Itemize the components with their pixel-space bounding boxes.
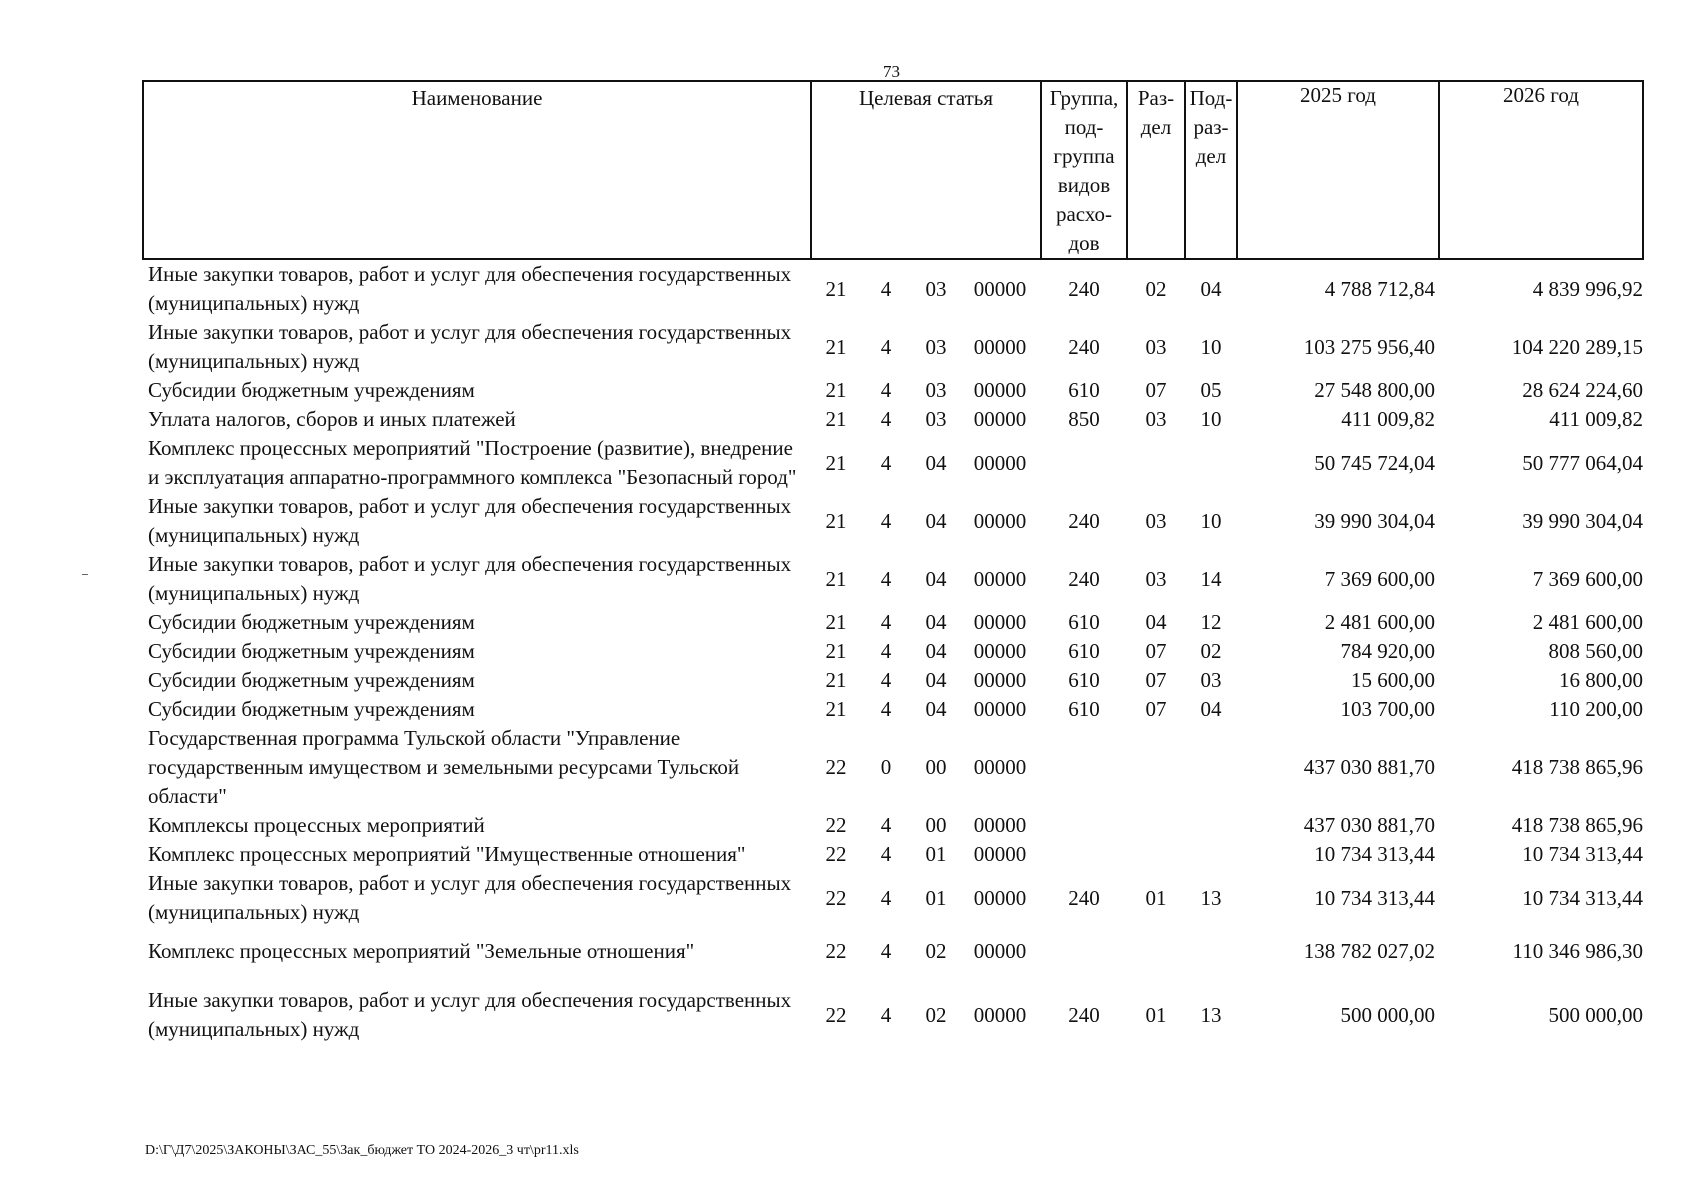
file-path-footer: D:\Г\Д7\2025\ЗАКОНЫ\ЗАС_55\Зак_бюджет ТО 2024-2026_3 чт\pr11.xls [145, 1143, 579, 1158]
row-name: Иные закупки товаров, работ и услуг для обеспечения государственных (муниципальных) нужд [148, 871, 792, 924]
row-amount-2026: 418 738 865,96 [1511, 813, 1643, 837]
row-amount-2025: 50 745 724,04 [1314, 450, 1435, 475]
target-article-part: 21 [825, 566, 847, 591]
target-article-part: 0 [880, 755, 892, 779]
row-target-article [811, 434, 1041, 492]
target-article-part: 00000 [973, 842, 1027, 866]
target-article-part: 00000 [973, 407, 1027, 431]
row-target-article [811, 550, 1041, 608]
target-article-part: 04 [925, 697, 947, 721]
row-amount-2026: 808 560,00 [1548, 639, 1643, 663]
row-amount-2025: 10 734 313,44 [1314, 842, 1435, 866]
target-article-part: 21 [825, 668, 847, 692]
row-expense-group [1041, 434, 1127, 492]
row-amount-2025: 500 000,00 [1340, 1002, 1435, 1027]
table-row [143, 666, 1643, 695]
table-row [143, 376, 1643, 405]
row-target-article [811, 492, 1041, 550]
row-section: 02 [1145, 276, 1167, 301]
row-amount-2025: 103 275 956,40 [1303, 334, 1435, 359]
row-amount-2025: 411 009,82 [1341, 407, 1435, 431]
table-row [143, 927, 1643, 976]
table-row [143, 869, 1643, 927]
row-name: Уплата налогов, сборов и иных платежей [148, 407, 516, 431]
row-section: 01 [1145, 1002, 1167, 1027]
row-target-article [811, 608, 1041, 637]
target-article-part: 00000 [973, 378, 1027, 402]
row-target-article [811, 637, 1041, 666]
row-name: Субсидии бюджетным учреждениям [148, 610, 475, 634]
row-section: 07 [1145, 668, 1167, 692]
table-row [143, 724, 1643, 811]
header-section [1127, 81, 1185, 259]
target-article-part: 00000 [973, 566, 1027, 591]
table-row [143, 405, 1643, 434]
row-subsection: 03 [1200, 668, 1222, 692]
row-target-article [811, 869, 1041, 927]
header-year-2025: 2025 год [1237, 81, 1439, 259]
row-subsection [1185, 724, 1237, 811]
row-amount-2026: 50 777 064,04 [1522, 450, 1643, 475]
table-row [143, 695, 1643, 724]
row-expense-group: 240 [1068, 508, 1100, 533]
row-target-article [811, 976, 1041, 1054]
row-target-article [811, 724, 1041, 811]
header-target-article: Целевая статья [811, 81, 1041, 259]
row-name: Субсидии бюджетным учреждениям [148, 378, 475, 402]
target-article-part: 4 [880, 610, 892, 634]
row-name: Государственная программа Тульской области "Управление государственным имуществом и земельными ресурсами Тульской области" [148, 726, 740, 808]
target-article-part: 03 [925, 334, 947, 359]
row-amount-2025: 2 481 600,00 [1324, 610, 1435, 634]
row-name: Комплекс процессных мероприятий "Имущественные отношения" [148, 842, 746, 866]
row-amount-2025: 784 920,00 [1340, 639, 1435, 663]
row-name: Иные закупки товаров, работ и услуг для обеспечения государственных (муниципальных) нужд [148, 988, 792, 1041]
row-amount-2025: 103 700,00 [1340, 697, 1435, 721]
page-number: 73 [883, 62, 900, 81]
row-amount-2025: 138 782 027,02 [1303, 939, 1435, 963]
row-expense-group [1041, 724, 1127, 811]
table-row [143, 637, 1643, 666]
row-section: 01 [1145, 885, 1167, 910]
target-article-part: 03 [925, 276, 947, 301]
target-article-part: 00000 [973, 450, 1027, 475]
target-article-part: 04 [925, 566, 947, 591]
target-article-part: 21 [825, 697, 847, 721]
row-expense-group: 610 [1068, 639, 1100, 663]
row-section: 03 [1145, 407, 1167, 431]
row-expense-group: 850 [1068, 407, 1100, 431]
target-article-part: 4 [880, 334, 892, 359]
row-name: Иные закупки товаров, работ и услуг для обеспечения государственных (муниципальных) нужд [148, 262, 792, 315]
row-name: Комплекс процессных мероприятий "Земельные отношения" [148, 939, 695, 963]
row-expense-group [1041, 811, 1127, 840]
row-expense-group: 240 [1068, 885, 1100, 910]
row-section [1127, 927, 1185, 976]
row-amount-2026: 28 624 224,60 [1522, 378, 1643, 402]
row-amount-2025: 437 030 881,70 [1303, 813, 1435, 837]
row-name: Комплексы процессных мероприятий [148, 813, 485, 837]
row-expense-group [1041, 840, 1127, 869]
row-target-article [811, 666, 1041, 695]
target-article-part: 4 [880, 407, 892, 431]
target-article-part: 4 [880, 639, 892, 663]
table-row [143, 259, 1643, 318]
row-target-article [811, 840, 1041, 869]
target-article-part: 21 [825, 639, 847, 663]
row-amount-2026: 104 220 289,15 [1511, 334, 1643, 359]
row-target-article [811, 811, 1041, 840]
row-name: Субсидии бюджетным учреждениям [148, 639, 475, 663]
target-article-part: 4 [880, 378, 892, 402]
row-target-article [811, 405, 1041, 434]
target-article-part: 22 [825, 939, 847, 963]
header-expense-group-line: группа [1053, 144, 1115, 168]
row-amount-2025: 4 788 712,84 [1324, 276, 1435, 301]
header-expense-group-line: Группа, [1049, 86, 1119, 110]
row-expense-group [1041, 927, 1127, 976]
target-article-part: 04 [925, 639, 947, 663]
row-amount-2025: 15 600,00 [1351, 668, 1435, 692]
target-article-part: 4 [880, 1002, 892, 1027]
row-amount-2026: 110 346 986,30 [1512, 939, 1643, 963]
row-expense-group: 610 [1068, 697, 1100, 721]
row-subsection [1185, 811, 1237, 840]
row-amount-2026: 7 369 600,00 [1532, 566, 1643, 591]
target-article-part: 21 [825, 407, 847, 431]
row-name: Субсидии бюджетным учреждениям [148, 697, 475, 721]
target-article-part: 04 [925, 610, 947, 634]
row-expense-group: 610 [1068, 610, 1100, 634]
header-year-2026: 2026 год [1439, 81, 1643, 259]
row-section [1127, 724, 1185, 811]
target-article-part: 4 [880, 276, 892, 301]
row-expense-group: 240 [1068, 1002, 1100, 1027]
table-header [143, 81, 1643, 259]
target-article-part: 4 [880, 450, 892, 475]
row-subsection: 13 [1200, 1002, 1222, 1027]
header-subsection-line: Под- [1189, 86, 1233, 110]
row-subsection [1185, 840, 1237, 869]
target-article-part: 21 [825, 508, 847, 533]
target-article-part: 4 [880, 508, 892, 533]
row-expense-group: 610 [1068, 378, 1100, 402]
row-amount-2026: 411 009,82 [1549, 407, 1643, 431]
row-amount-2026: 418 738 865,96 [1511, 755, 1643, 779]
row-amount-2025: 39 990 304,04 [1314, 508, 1435, 533]
target-article-part: 4 [880, 885, 892, 910]
row-section: 03 [1145, 566, 1167, 591]
row-subsection: 14 [1200, 566, 1222, 591]
row-subsection: 12 [1200, 610, 1222, 634]
target-article-part: 00000 [973, 508, 1027, 533]
target-article-part: 00000 [973, 697, 1027, 721]
row-expense-group: 240 [1068, 566, 1100, 591]
target-article-part: 00000 [973, 939, 1027, 963]
header-expense-group-line: видов [1057, 173, 1111, 197]
target-article-part: 01 [925, 842, 947, 866]
row-section: 07 [1145, 378, 1167, 402]
header-name: Наименование [143, 81, 811, 259]
row-amount-2025: 10 734 313,44 [1314, 885, 1435, 910]
table-row [143, 608, 1643, 637]
row-amount-2026: 16 800,00 [1559, 668, 1643, 692]
row-amount-2025: 7 369 600,00 [1324, 566, 1435, 591]
target-article-part: 4 [880, 939, 892, 963]
target-article-part: 21 [825, 378, 847, 402]
target-article-part: 22 [825, 813, 847, 837]
table-row [143, 550, 1643, 608]
row-expense-group: 240 [1068, 276, 1100, 301]
header-expense-group-line: расхо- [1055, 202, 1113, 226]
row-name: Иные закупки товаров, работ и услуг для обеспечения государственных (муниципальных) нужд [148, 552, 792, 605]
target-article-part: 00 [925, 813, 947, 837]
row-name: Субсидии бюджетным учреждениям [148, 668, 475, 692]
header-expense-group-line: под- [1064, 115, 1104, 139]
target-article-part: 21 [825, 610, 847, 634]
header-subsection-line: раз- [1193, 115, 1229, 139]
row-amount-2025: 437 030 881,70 [1303, 755, 1435, 779]
target-article-part: 03 [925, 407, 947, 431]
target-article-part: 00000 [973, 276, 1027, 301]
row-subsection [1185, 434, 1237, 492]
row-amount-2026: 4 839 996,92 [1532, 276, 1643, 301]
row-subsection: 04 [1200, 276, 1222, 301]
target-article-part: 00000 [973, 755, 1027, 779]
row-target-article [811, 376, 1041, 405]
row-subsection: 04 [1200, 697, 1222, 721]
target-article-part: 22 [825, 885, 847, 910]
budget-table [142, 80, 1644, 1054]
row-amount-2025: 27 548 800,00 [1314, 378, 1435, 402]
target-article-part: 00000 [973, 1002, 1027, 1027]
target-article-part: 22 [825, 755, 847, 779]
row-subsection: 13 [1200, 885, 1222, 910]
target-article-part: 21 [825, 334, 847, 359]
table-body [143, 259, 1643, 1054]
row-section [1127, 434, 1185, 492]
target-article-part: 22 [825, 1002, 847, 1027]
row-target-article [811, 927, 1041, 976]
row-amount-2026: 39 990 304,04 [1522, 508, 1643, 533]
row-amount-2026: 110 200,00 [1549, 697, 1643, 721]
target-article-part: 02 [925, 939, 947, 963]
row-target-article [811, 695, 1041, 724]
row-amount-2026: 2 481 600,00 [1532, 610, 1643, 634]
target-article-part: 00000 [973, 813, 1027, 837]
target-article-part: 22 [825, 842, 847, 866]
target-article-part: 03 [925, 378, 947, 402]
target-article-part: 00000 [973, 334, 1027, 359]
row-section: 03 [1145, 334, 1167, 359]
row-section: 07 [1145, 697, 1167, 721]
row-subsection [1185, 927, 1237, 976]
target-article-part: 04 [925, 450, 947, 475]
table-row [143, 318, 1643, 376]
header-expense-group-line: дов [1068, 231, 1100, 255]
table-row [143, 840, 1643, 869]
row-target-article [811, 318, 1041, 376]
row-subsection: 02 [1200, 639, 1222, 663]
target-article-part: 01 [925, 885, 947, 910]
row-section [1127, 811, 1185, 840]
row-target-article [811, 259, 1041, 318]
row-name: Комплекс процессных мероприятий "Построение (развитие), внедрение и эксплуатация аппаратно-программного комплекса "Безопасный город" [148, 436, 797, 489]
target-article-part: 00000 [973, 668, 1027, 692]
header-section-line: Раз- [1137, 86, 1175, 110]
target-article-part: 4 [880, 842, 892, 866]
target-article-part: 02 [925, 1002, 947, 1027]
target-article-part: 21 [825, 276, 847, 301]
row-section [1127, 840, 1185, 869]
row-amount-2026: 10 734 313,44 [1522, 842, 1643, 866]
scan-mark [82, 574, 88, 575]
row-subsection: 10 [1200, 334, 1222, 359]
row-subsection: 05 [1200, 378, 1222, 402]
target-article-part: 04 [925, 508, 947, 533]
target-article-part: 00000 [973, 885, 1027, 910]
row-amount-2026: 500 000,00 [1548, 1002, 1643, 1027]
table-row [143, 811, 1643, 840]
table-row [143, 434, 1643, 492]
row-subsection: 10 [1200, 407, 1222, 431]
target-article-part: 4 [880, 697, 892, 721]
row-name: Иные закупки товаров, работ и услуг для обеспечения государственных (муниципальных) нужд [148, 320, 792, 373]
header-section-line: дел [1140, 115, 1172, 139]
target-article-part: 4 [880, 813, 892, 837]
header-subsection [1185, 81, 1237, 259]
target-article-part: 21 [825, 450, 847, 475]
target-article-part: 04 [925, 668, 947, 692]
header-subsection-line: дел [1195, 144, 1227, 168]
row-section: 04 [1145, 610, 1167, 634]
target-article-part: 00000 [973, 639, 1027, 663]
header-expense-group [1041, 81, 1127, 259]
row-subsection: 10 [1200, 508, 1222, 533]
target-article-part: 00000 [973, 610, 1027, 634]
row-name: Иные закупки товаров, работ и услуг для обеспечения государственных (муниципальных) нужд [148, 494, 792, 547]
target-article-part: 4 [880, 668, 892, 692]
target-article-part: 00 [925, 755, 947, 779]
target-article-part: 4 [880, 566, 892, 591]
row-expense-group: 610 [1068, 668, 1100, 692]
table-row [143, 976, 1643, 1054]
row-section: 03 [1145, 508, 1167, 533]
row-section: 07 [1145, 639, 1167, 663]
table-row [143, 492, 1643, 550]
row-amount-2026: 10 734 313,44 [1522, 885, 1643, 910]
row-expense-group: 240 [1068, 334, 1100, 359]
